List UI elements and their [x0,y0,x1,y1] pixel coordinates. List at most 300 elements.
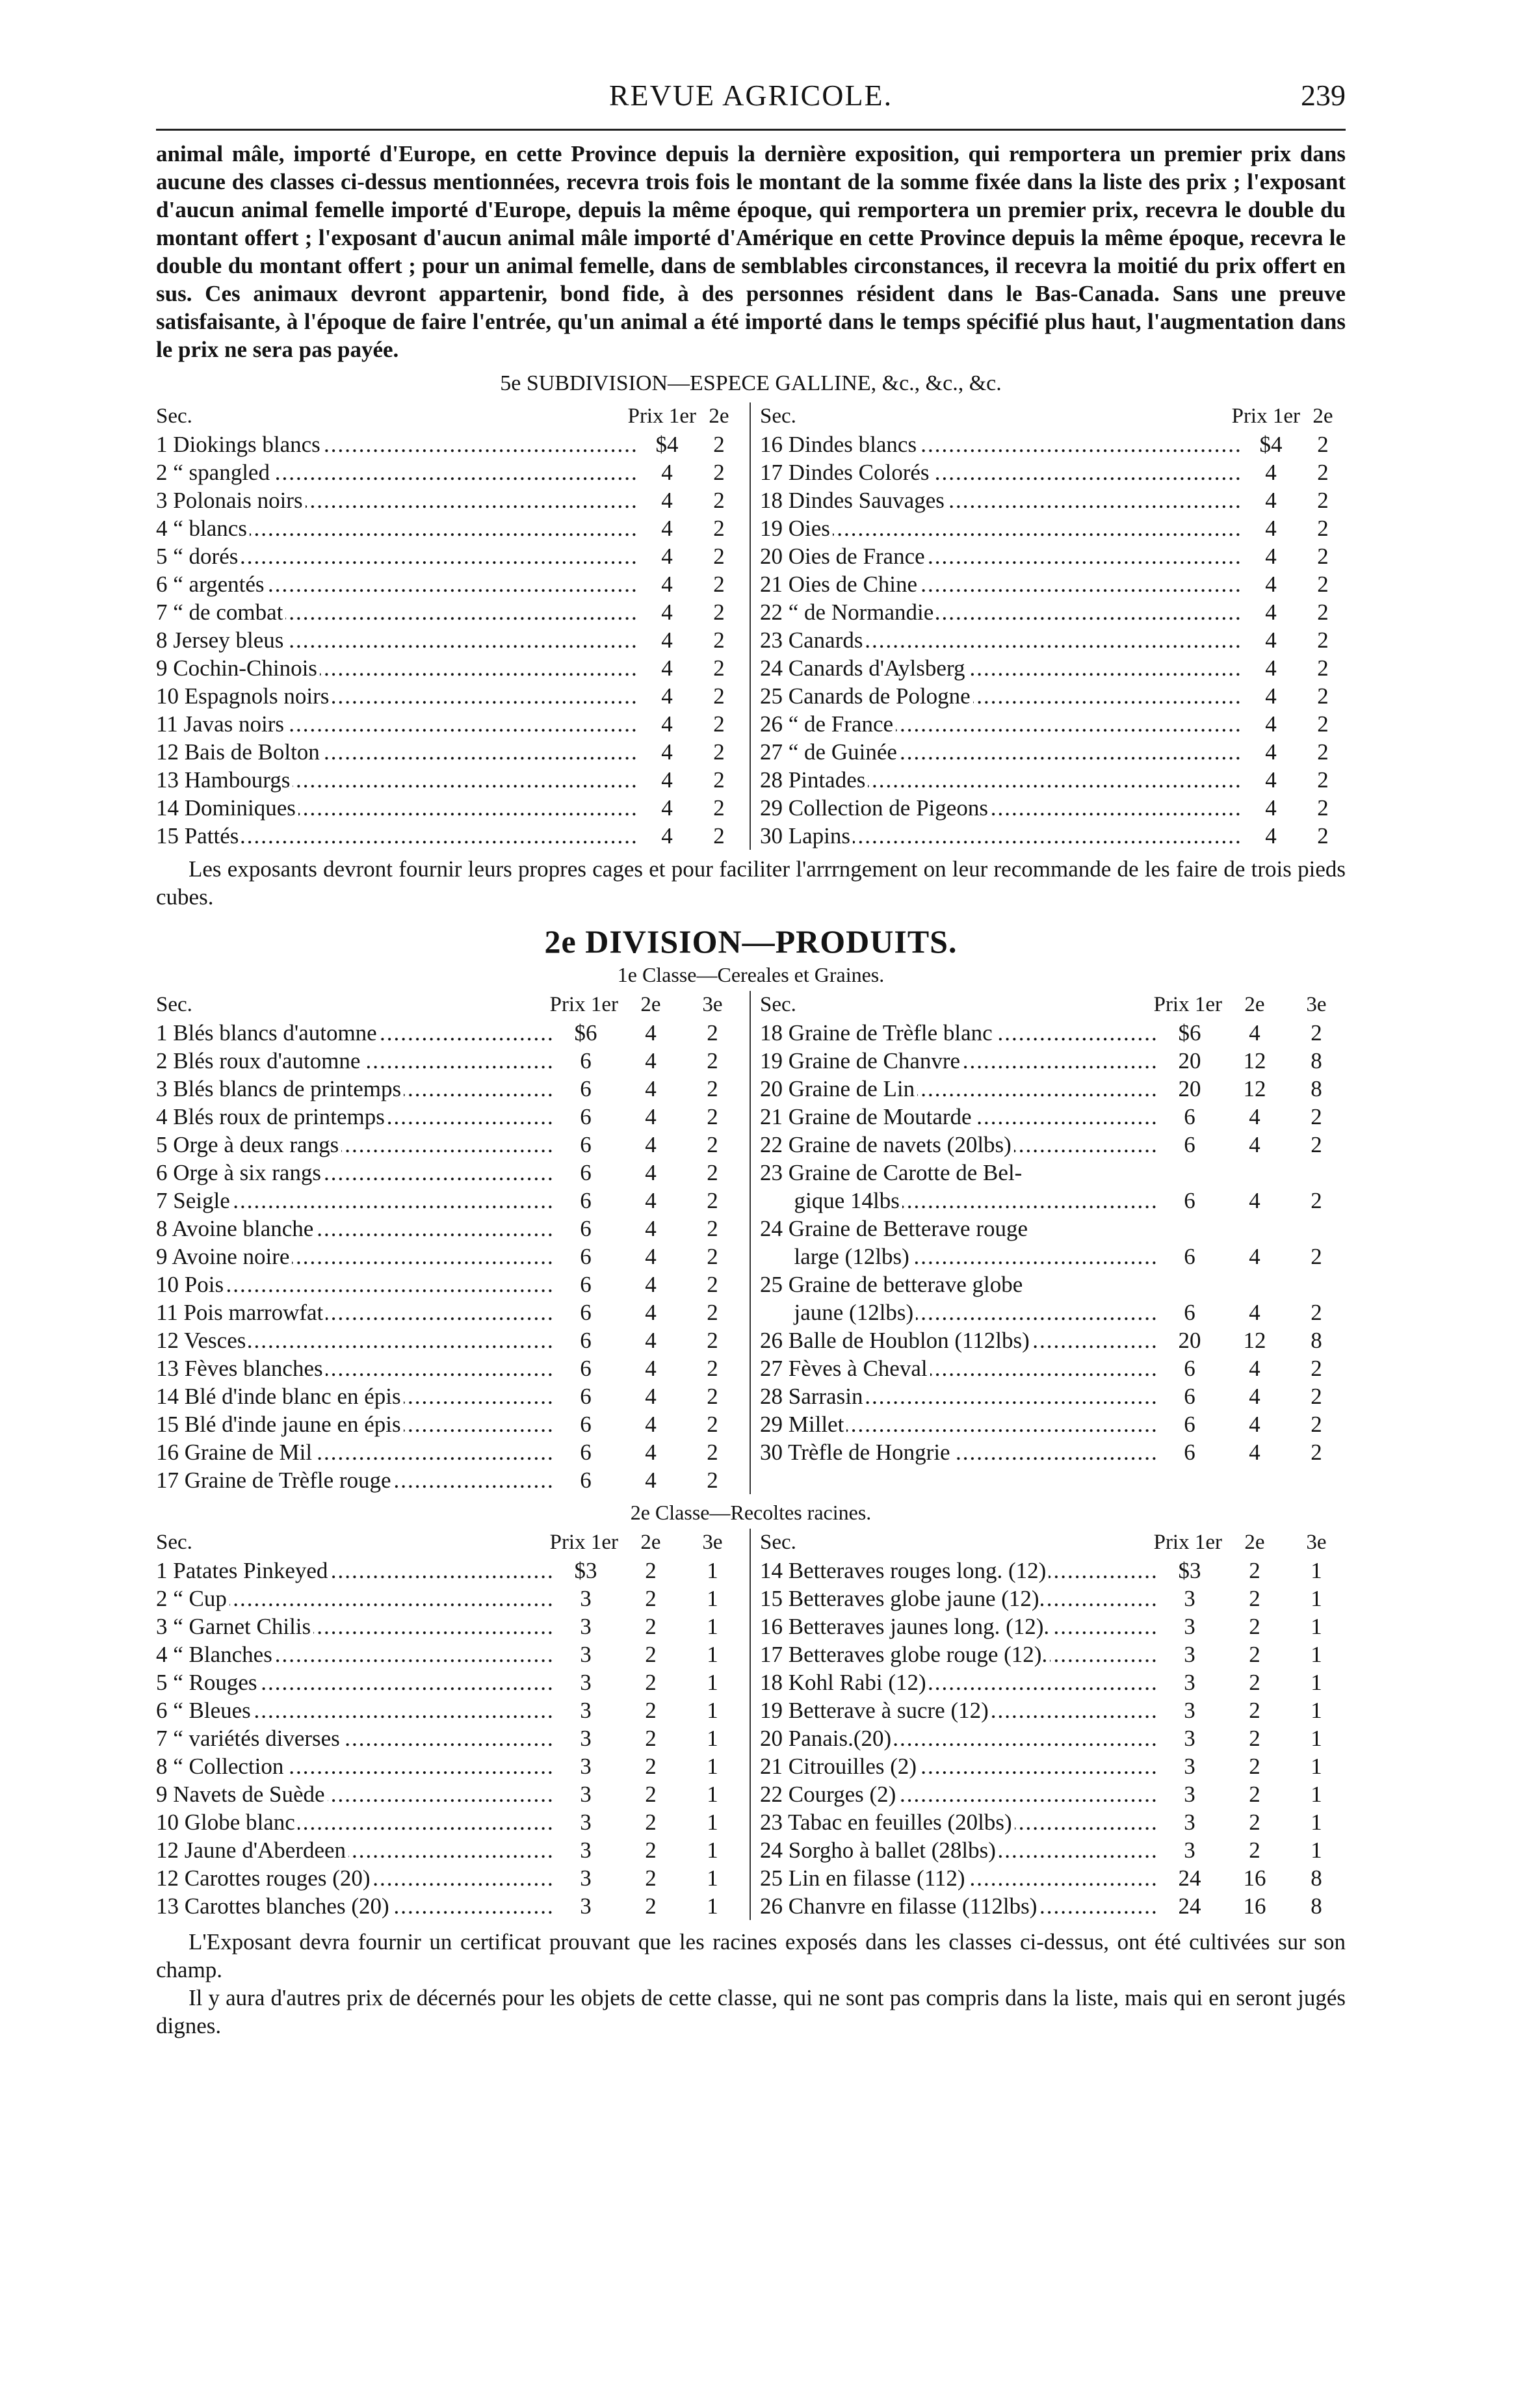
table-row [760,1864,1346,1892]
row-label [156,1187,553,1215]
row-label [156,1864,553,1892]
prize-p1: 4 [661,488,673,513]
row-label [760,570,1242,598]
prize-p3: 1 [1311,1670,1322,1695]
row-label [760,1808,1157,1836]
prix-header: Prix 1er [1231,404,1300,428]
roots-left-column [156,1529,750,1920]
prize-p2: 4 [645,1440,657,1465]
roots-right-rows [760,1557,1346,1920]
prize-p1: 6 [1184,1384,1195,1409]
row-label-text: jaune (12lbs) [760,1300,916,1325]
row-label-text: 18 Dindes Sauvages [760,488,947,513]
prize-p1: 4 [661,655,673,681]
prize-p3: 1 [1311,1614,1322,1639]
row-label-text: 12 Vesces [156,1328,248,1353]
row-label-text: 2 “ spangled [156,460,272,485]
row-label [156,1019,553,1047]
table-row [760,570,1346,598]
poultry-left-column [156,402,750,850]
third-header: 3e [702,1531,723,1554]
row-label-text: 4 “ blancs [156,516,250,541]
page [156,78,1346,2040]
row-label [760,458,1242,486]
roots-left-rows [156,1557,742,1920]
row-label-text: 2 Blés roux d'automne [156,1048,363,1073]
prize-p2: 2 [645,1837,657,1863]
prize-p3: 2 [707,1300,718,1325]
poultry-heading: 5e SUBDIVISION—ESPECE GALLINE, &c., &c., &c. [500,371,1002,395]
prize-p2: 4 [645,1020,657,1046]
sec-header: Sec. [760,404,796,428]
prize-p3: 1 [707,1754,718,1779]
prize-p1: 6 [580,1076,592,1101]
prize-p1: 4 [661,572,673,597]
row-label-text: 21 Citrouilles (2) [760,1754,919,1779]
row-label [156,654,638,682]
row-label-text: 20 Oies de France [760,544,928,569]
prize-p2: 2 [645,1670,657,1695]
table-row [156,1668,742,1696]
row-label [760,1557,1157,1585]
cereals-table [156,991,1346,1494]
prize-p3: 1 [707,1726,718,1751]
prize-p2: 2 [1249,1726,1260,1751]
row-label-text: 10 Globe blanc [156,1810,298,1835]
row-label-text: 25 Canards de Pologne [760,683,973,709]
prize-p2: 2 [1249,1586,1260,1611]
table-row [760,1298,1346,1326]
prize-p3: 8 [1311,1893,1322,1919]
row-label [760,1752,1157,1780]
poultry-right-rows [760,430,1346,850]
prize-p1: 4 [661,795,673,821]
row-label-text: 21 Oies de Chine [760,572,920,597]
poultry-note: Les exposants devront fournir leurs propres cages et pour faciliter l'arrrngement on leur recommande de les faire de trois pieds cubes. [156,856,1346,910]
row-label-text: 8 Jersey bleus [156,627,286,653]
row-label [760,1724,1157,1752]
prize-p1: 24 [1178,1865,1201,1891]
prize-p1: 20 [1178,1048,1201,1073]
prize-p3: 2 [707,1468,718,1493]
table-row [156,1326,742,1354]
row-label [760,1326,1157,1354]
prize-p3: 1 [707,1586,718,1611]
table-row [156,1047,742,1075]
row-label [760,1159,1157,1187]
prize-p1: 4 [661,544,673,569]
prize-p1: 3 [580,1698,592,1723]
row-label-text: 11 Pois marrowfat [156,1300,326,1325]
prize-p1: 3 [1184,1754,1195,1779]
row-label-text: 1 Patates Pinkeyed [156,1558,330,1583]
table-row [156,1410,742,1438]
second-header: 2e [640,993,661,1016]
prize-p2: 2 [645,1810,657,1835]
prize-p2: 2 [1317,795,1329,821]
row-label-text: 10 Espagnols noirs [156,683,332,709]
table-row [760,1103,1346,1131]
prize-p3: 1 [707,1558,718,1583]
row-label-text: 19 Oies [760,516,833,541]
prize-p1: 4 [661,711,673,737]
row-label-text: 7 Seigle [156,1188,233,1213]
prize-p2: 2 [645,1642,657,1667]
row-label-text: 12 Carottes rouges (20) [156,1865,373,1891]
second-header: 2e [1312,404,1333,428]
table-row [156,1131,742,1159]
prix-header: Prix 1er [627,404,696,428]
row-label-text: 9 Cochin-Chinois [156,655,320,681]
table-header [156,402,742,430]
row-label [156,1780,553,1808]
row-label-text: 28 Pintades [760,767,868,793]
prize-p1: 6 [1184,1104,1195,1129]
prize-p3: 2 [1311,1104,1322,1129]
table-row [760,1410,1346,1438]
prize-p2: 2 [645,1558,657,1583]
prize-p2: 2 [1317,544,1329,569]
second-header: 2e [1244,993,1265,1016]
prize-p1: 6 [580,1244,592,1269]
prize-p2: 2 [713,460,725,485]
prize-p1: 4 [661,516,673,541]
table-row [760,766,1346,794]
table-row [156,1892,742,1920]
table-row [760,1354,1346,1382]
row-label-text: 13 Carottes blanches (20) [156,1893,392,1919]
table-row [760,1613,1346,1640]
prize-p2: 2 [1249,1698,1260,1723]
header-rule [156,129,1346,131]
row-label [156,1836,553,1864]
table-row [156,1780,742,1808]
prize-p2 [1222,1159,1287,1187]
prize-p3: 2 [1311,1188,1322,1213]
row-label-text: 10 Pois [156,1272,226,1297]
prize-p1: 20 [1178,1076,1201,1101]
row-label [156,1159,553,1187]
row-label [760,514,1242,542]
prize-p2: 2 [1249,1837,1260,1863]
row-label [156,598,638,626]
table-row [156,1354,742,1382]
running-header [156,78,1346,124]
row-label [156,1298,553,1326]
prize-p3: 1 [1311,1754,1322,1779]
row-label [156,1326,553,1354]
row-label [156,738,638,766]
row-label [156,486,638,514]
row-label-text: 30 Lapins [760,823,853,849]
row-label [760,794,1242,822]
row-label-text: 21 Graine de Moutarde [760,1104,974,1129]
division-heading: 2e DIVISION—PRODUITS. [544,923,958,960]
prize-p2: 2 [713,572,725,597]
prize-p2: 2 [713,795,725,821]
prize-p2: 2 [1317,599,1329,625]
cereals-left-column [156,991,750,1494]
prize-p1: 4 [1265,739,1277,765]
table-row [760,1892,1346,1920]
prize-p1: 3 [580,1865,592,1891]
prize-p2: 2 [1249,1614,1260,1639]
prize-p2: 2 [645,1893,657,1919]
row-label [156,458,638,486]
row-label-text: 29 Millet [760,1412,846,1437]
prize-p3: 2 [707,1412,718,1437]
prize-p3: 1 [707,1893,718,1919]
table-row [760,1724,1346,1752]
table-row [156,1243,742,1270]
prize-p2: 4 [645,1188,657,1213]
row-label [156,1438,553,1466]
prize-p2: 12 [1243,1076,1266,1101]
prize-p2 [1222,1215,1287,1243]
prize-p1: 4 [661,767,673,793]
prize-p2: 12 [1243,1048,1266,1073]
third-header: 3e [1306,1531,1327,1554]
prize-p1: 3 [1184,1782,1195,1807]
prize-p3: 1 [1311,1782,1322,1807]
prize-p2: 16 [1243,1893,1266,1919]
prize-p2: 2 [1317,711,1329,737]
row-label [760,1892,1157,1920]
row-label [156,1075,553,1103]
prize-p2: 2 [713,711,725,737]
row-label [156,1215,553,1243]
sec-header: Sec. [156,1531,192,1554]
prize-p2: 4 [1249,1412,1260,1437]
prize-p2: 4 [645,1300,657,1325]
table-row [156,1103,742,1131]
table-row [760,1640,1346,1668]
table-row [156,598,742,626]
prize-p2: 4 [645,1132,657,1157]
row-label-text: 26 Chanvre en filasse (112lbs) [760,1893,1039,1919]
row-label [760,1864,1157,1892]
row-label-text: 22 “ de Normandie [760,599,936,625]
table-row [760,542,1346,570]
row-label [156,514,638,542]
prize-p3: 1 [707,1782,718,1807]
prize-p3: 2 [707,1384,718,1409]
prize-p2: 2 [1249,1754,1260,1779]
table-row [156,794,742,822]
table-row [760,1270,1346,1298]
table-row [760,1752,1346,1780]
row-label-text: 4 Blés roux de printemps [156,1104,387,1129]
table-row [156,1808,742,1836]
row-label-text: 1 Diokings blancs [156,432,323,457]
poultry-table [156,402,1346,850]
second-header: 2e [709,404,729,428]
row-label-text: 19 Graine de Chanvre [760,1048,963,1073]
row-label [156,1668,553,1696]
row-label-text: 24 Canards d'Aylsberg [760,655,967,681]
prize-p1: 6 [1184,1244,1195,1269]
third-header: 3e [1306,993,1327,1016]
row-label-text: 12 Bais de Bolton [156,739,322,765]
table-row [760,626,1346,654]
prize-p1: 6 [580,1048,592,1073]
prize-p2: 2 [1317,460,1329,485]
row-label-text: 7 “ variétés diverses [156,1726,343,1751]
row-label-text: large (12lbs) [760,1244,912,1269]
prize-p2: 4 [645,1356,657,1381]
prize-p2: 2 [1317,739,1329,765]
row-label-text: 23 Tabac en feuilles (20lbs) [760,1810,1015,1835]
prize-p1: 6 [580,1468,592,1493]
prize-p2: 2 [1317,627,1329,653]
prize-p1: 3 [580,1810,592,1835]
closing-paragraph-1: L'Exposant devra fournir un certificat prouvant que les racines exposés dans les classes ci-dessus, ont été cultivées sur son champ. [156,1929,1346,1982]
table-row [156,654,742,682]
prize-p2: 2 [713,599,725,625]
row-label-text: 17 Graine de Trèfle rouge [156,1468,394,1493]
prize-p3 [1287,1159,1346,1187]
row-label [156,1585,553,1613]
prize-p1: 4 [661,627,673,653]
prize-p3: 2 [1311,1412,1322,1437]
row-label-text: 4 “ Blanches [156,1642,275,1667]
class1-heading: 1e Classe—Cereales et Graines. [617,963,885,986]
prize-p2: 2 [1317,767,1329,793]
row-label-text: 26 “ de France [760,711,896,737]
row-label-text: 16 Betteraves jaunes long. (12). [760,1614,1052,1639]
row-label-text: 5 “ Rouges [156,1670,260,1695]
row-label [760,1613,1157,1640]
prize-p1: 3 [1184,1642,1195,1667]
prize-p1: 3 [580,1642,592,1667]
prize-p3: 2 [1311,1384,1322,1409]
row-label-text: 28 Sarrasin [760,1384,865,1409]
row-label [760,1354,1157,1382]
table-row [760,1131,1346,1159]
table-row [760,1696,1346,1724]
class2-heading: 2e Classe—Recoltes racines. [630,1501,872,1524]
prize-p3: 1 [707,1614,718,1639]
prize-p2: 2 [645,1586,657,1611]
prize-p1: 3 [1184,1586,1195,1611]
row-label [156,822,638,850]
prize-p3: 2 [707,1244,718,1269]
prize-p3: 2 [707,1440,718,1465]
row-label-text: 22 Courges (2) [760,1782,898,1807]
prize-p1: 4 [1265,823,1277,849]
row-label [760,682,1242,710]
row-label-text: 5 “ dorés [156,544,241,569]
row-label-text: 8 “ Collection [156,1754,286,1779]
table-row [156,1836,742,1864]
row-label-text: 12 Jaune d'Aberdeen [156,1837,348,1863]
prize-p3: 2 [707,1188,718,1213]
prize-p1: 6 [580,1272,592,1297]
row-label [760,654,1242,682]
prize-p3: 2 [707,1048,718,1073]
prize-p1: 4 [1265,488,1277,513]
prize-p2: 2 [1317,488,1329,513]
table-row [760,710,1346,738]
prize-p2: 4 [1249,1020,1260,1046]
row-label [156,1354,553,1382]
row-label [760,766,1242,794]
prize-p2: 2 [1317,516,1329,541]
row-label-text: 29 Collection de Pigeons [760,795,991,821]
prize-p1: 6 [1184,1300,1195,1325]
table-row [760,514,1346,542]
row-label [156,1243,553,1270]
prize-p3: 1 [707,1698,718,1723]
prize-p3: 2 [1311,1300,1322,1325]
row-label [156,682,638,710]
row-label-text: 19 Betterave à sucre (12) [760,1698,991,1723]
prize-p1: 4 [1265,460,1277,485]
prize-p2: 2 [713,739,725,765]
prize-p3: 8 [1311,1076,1322,1101]
roots-right-column [750,1529,1346,1920]
prize-p1: 4 [1265,627,1277,653]
prize-p2: 2 [713,767,725,793]
prize-p1: 4 [1265,544,1277,569]
prize-p2: 4 [1249,1244,1260,1269]
row-label [156,542,638,570]
prize-p1: 4 [661,460,673,485]
table-row [156,1019,742,1047]
row-label [760,1187,1157,1215]
row-label-text: 14 Betteraves rouges long. (12) [760,1558,1049,1583]
prize-p1: $4 [1259,432,1283,457]
row-label-text: 14 Blé d'inde blanc en épis [156,1384,404,1409]
row-label [760,822,1242,850]
prize-p2: 4 [645,1384,657,1409]
prize-p1: 3 [1184,1837,1195,1863]
row-label [760,1438,1157,1466]
prize-p1: 4 [1265,795,1277,821]
prize-p1: 6 [580,1216,592,1241]
row-label-text: 16 Graine de Mil [156,1440,315,1465]
row-label-text: 20 Graine de Lin [760,1076,917,1101]
prize-p3: 1 [1311,1810,1322,1835]
prize-p1: 3 [580,1586,592,1611]
prix-header: Prix 1er [549,1531,618,1554]
prize-p2: 2 [1249,1558,1260,1583]
table-row [760,1243,1346,1270]
prize-p3: 1 [707,1810,718,1835]
table-row [156,766,742,794]
prize-p1: 3 [580,1754,592,1779]
table-row [156,1438,742,1466]
prize-p1 [1157,1215,1222,1243]
row-label-text: 15 Pattés [156,823,241,849]
row-label [156,430,638,458]
table-row [760,598,1346,626]
prize-p2: 16 [1243,1865,1266,1891]
table-row [156,710,742,738]
prize-p1: 6 [580,1412,592,1437]
prize-p2: 4 [1249,1132,1260,1157]
prize-p3: 1 [707,1642,718,1667]
row-label [760,542,1242,570]
prize-p1: 3 [580,1782,592,1807]
row-label [156,626,638,654]
row-label-text: 13 Hambourgs [156,767,293,793]
prize-p2: 4 [1249,1300,1260,1325]
prize-p1: 4 [1265,767,1277,793]
row-label [760,626,1242,654]
row-label-text: 15 Betteraves globe jaune (12). [760,1586,1047,1611]
prize-p2: 2 [645,1698,657,1723]
